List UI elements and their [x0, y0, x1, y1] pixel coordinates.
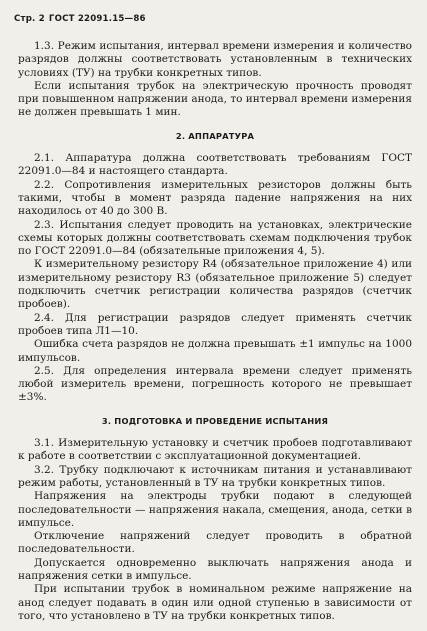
- page-number-label: Стр. 2: [14, 14, 45, 24]
- paragraph-3-2-sequence: Напряжения на электроды трубки подают в следующей последовательности — напряжения накала, смещения, анода, сетки в импульсе.: [18, 490, 412, 529]
- paragraph-3-1: 3.1. Измерительную установку и счетчик пробоев подготавливают к работе в соответствии с эксплуатационной документацией.: [18, 437, 412, 463]
- paragraph-2-2: 2.2. Сопротивления измерительных резисторов должны быть такими, чтобы в момент разряда падение напряжения на них находилось от 40 до 300 В.: [18, 178, 412, 218]
- paragraph-3-2: 3.2. Трубку подключают к источникам питания и устанавливают режим работы, установленный в ТУ на трубки конкретных типов.: [18, 463, 412, 489]
- paragraph-1-3-note: Если испытания трубок на электрическую прочность проводят при повышенном напряжении анода, то интервал времени измерения не должен превышать 1 мин.: [18, 79, 412, 119]
- paragraph-2-4: 2.4. Для регистрации разрядов следует применять счетчик пробоев типа Л1—10.: [18, 311, 412, 337]
- paragraph-2-3-resistor: К измерительному резистору R4 (обязательное приложение 4) или измерительному резистору R3 (обязательное приложение 5) следует подключить счетчик регистрации количества разрядов (счетчик пробоев).: [18, 258, 412, 311]
- paragraph-2-5: 2.5. Для определения интервала времени следует применять любой измеритель времени, погрешность которого не превышает ±3%.: [18, 364, 412, 404]
- paragraph-2-3: 2.3. Испытания следует проводить на установках, электрические схемы которых должны соответствовать схемам подключения трубок по ГОСТ 22091.0—84 (обязательные приложения 4, 5).: [18, 218, 412, 258]
- standard-number: ГОСТ 22091.15—86: [48, 14, 146, 24]
- page-header: [14, 14, 146, 24]
- paragraph-3-2-nominal: При испытании трубок в номинальном режиме напряжение на анод следует подавать в один или одной ступенью в зависимости от того, что установлено в ТУ на трубки конкретных типов.: [18, 583, 412, 622]
- paragraph-1-3: 1.3. Режим испытания, интервал времени измерения и количество разрядов должны соответствовать установленным в технических условиях (ТУ) на трубки конкретных типов.: [18, 40, 412, 79]
- section-3-title: 3. ПОДГОТОВКА И ПРОВЕДЕНИЕ ИСПЫТАНИЯ: [101, 415, 329, 426]
- section-2-title: 2. АППАРАТУРА: [175, 130, 255, 141]
- document-body: [18, 40, 412, 623]
- paragraph-3-2-simultaneous: Допускается одновременно выключать напряжения анода и напряжения сетки в импульсе.: [18, 556, 412, 582]
- paragraph-2-1: 2.1. Аппаратура должна соответствовать требованиям ГОСТ 22091.0—84 и настоящего стандарта.: [18, 152, 412, 178]
- paragraph-2-4-error: Ошибка счета разрядов не должна превышать ±1 импульс на 1000 импульсов.: [18, 338, 412, 364]
- paragraph-3-2-disconnect: Отключение напряжений следует проводить в обратной последовательности.: [18, 530, 412, 556]
